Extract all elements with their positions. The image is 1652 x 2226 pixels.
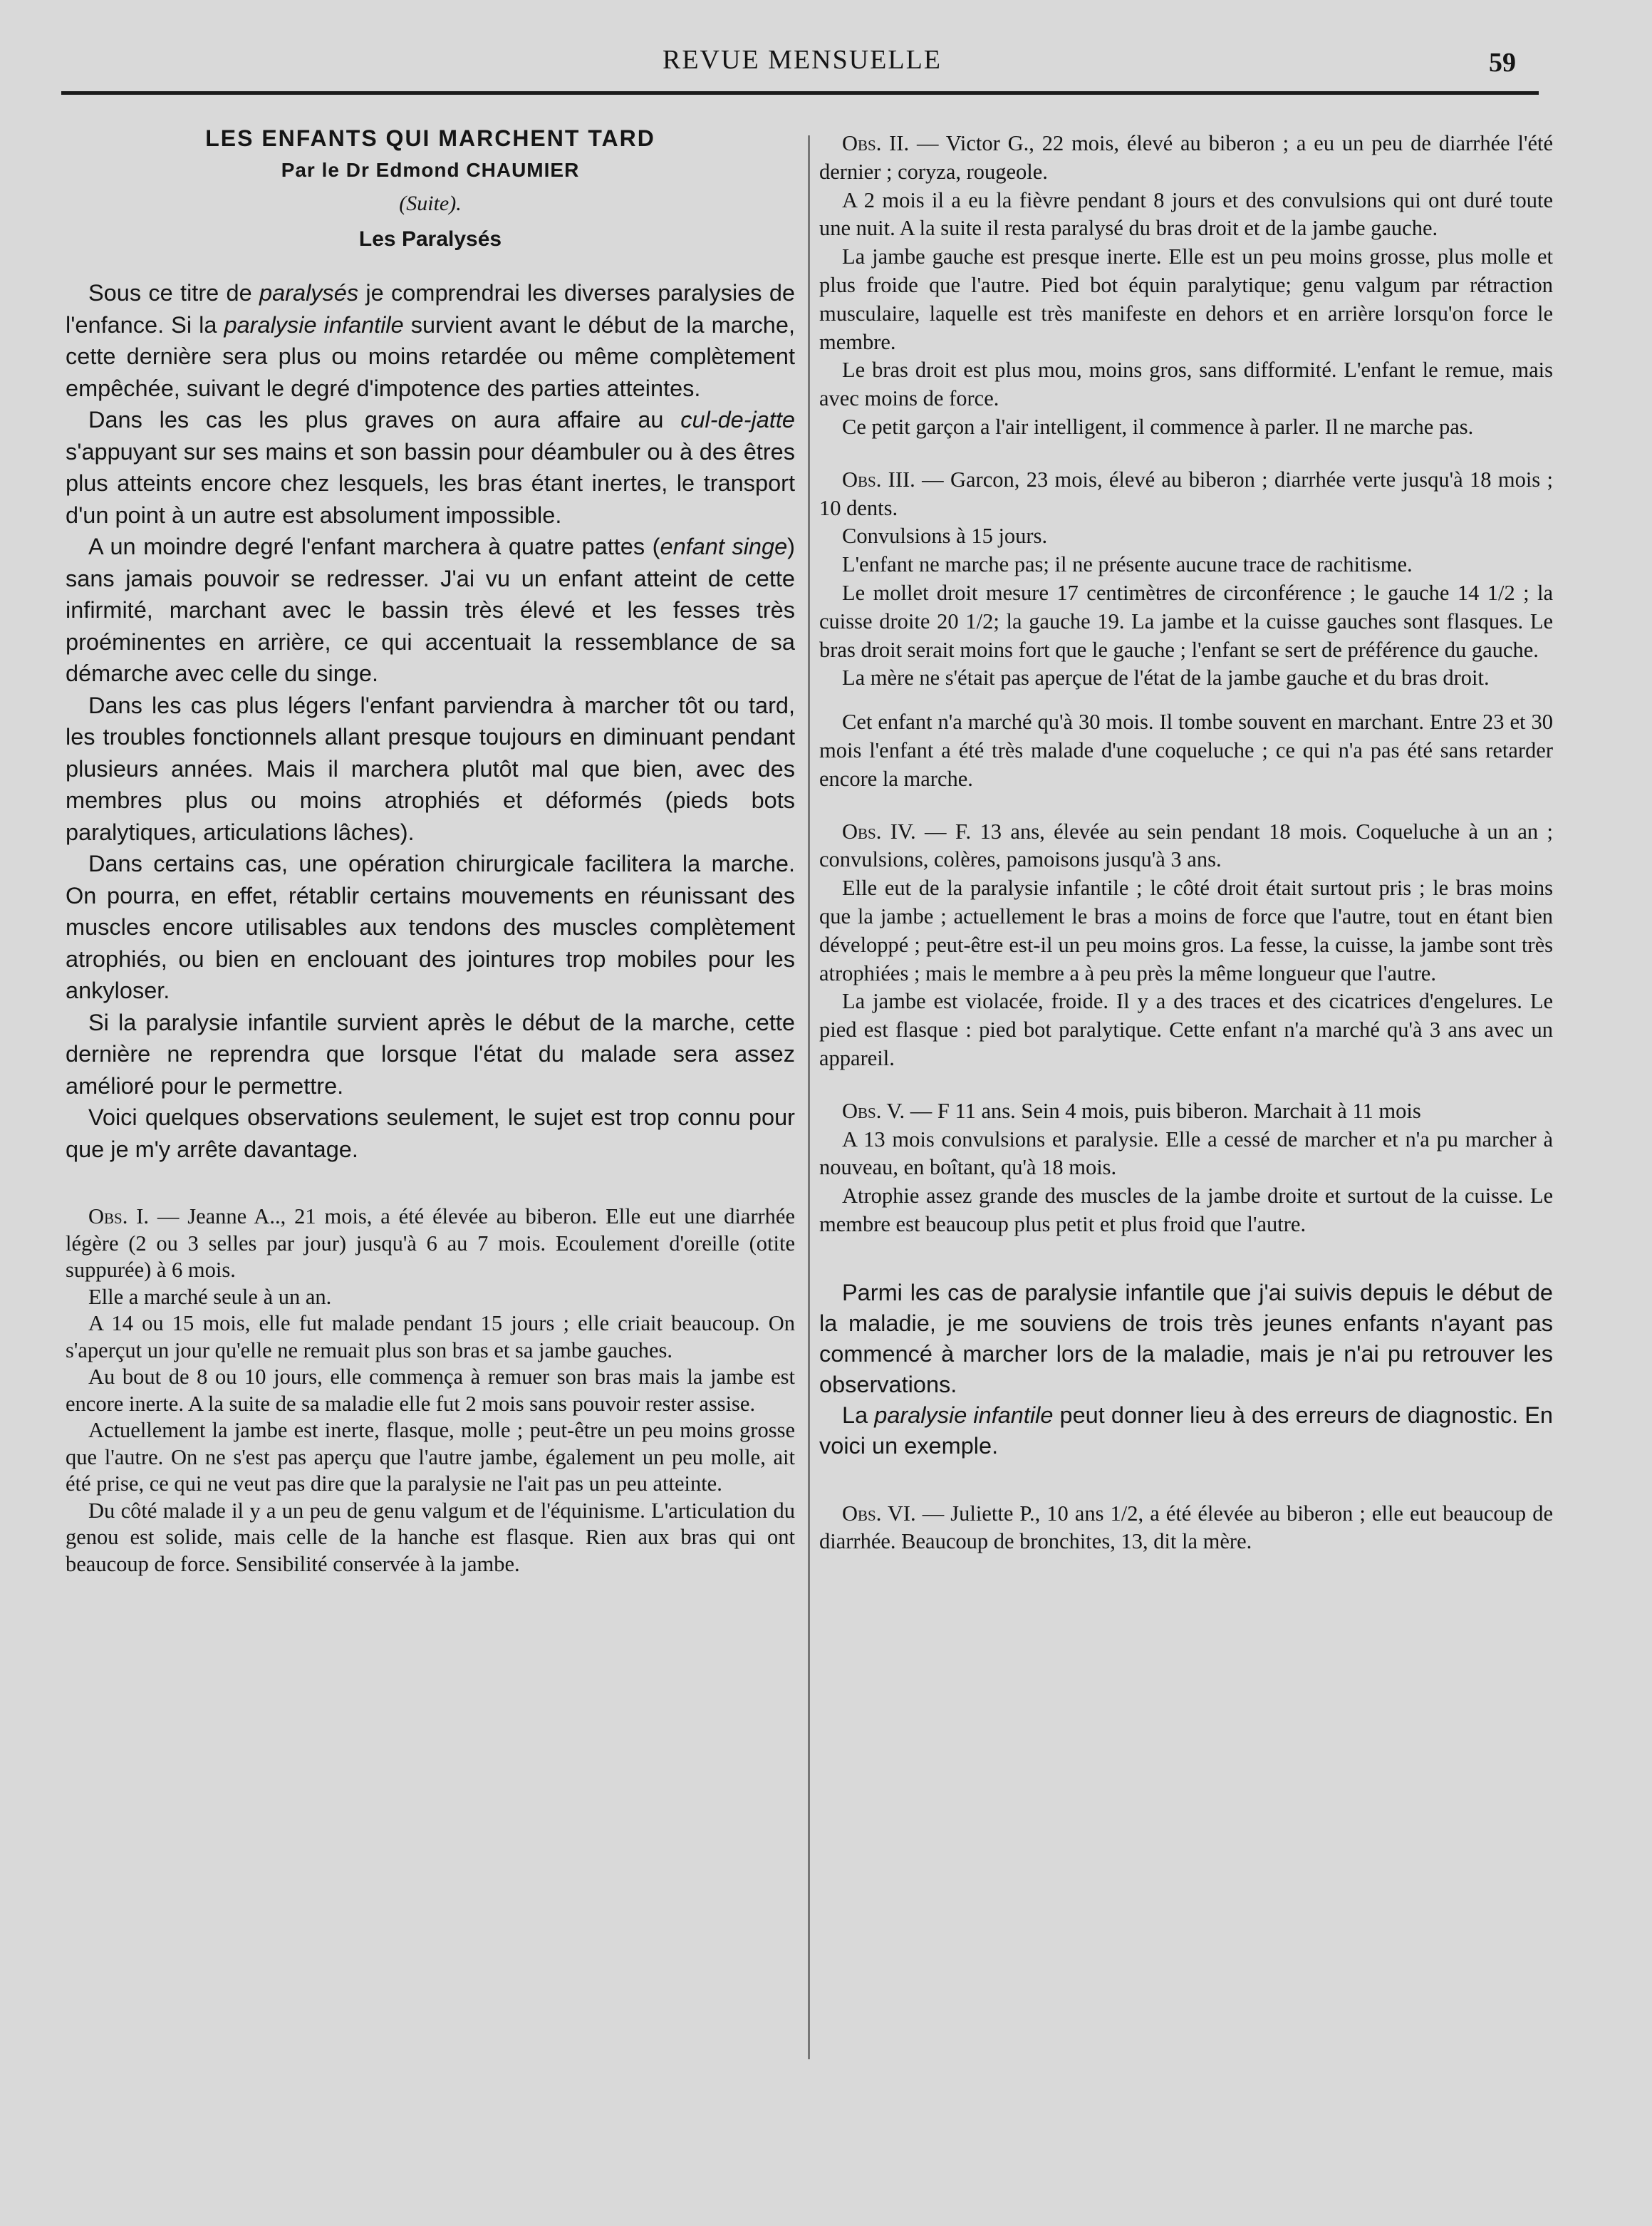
text: survient avant le début de la marche, cette dernière sera plus ou moins retardée ou même complètement empêchée, suivant le degré d'impotence des parties atteintes.	[66, 311, 795, 401]
text: ) sans jamais pouvoir se redresser. J'ai vu un enfant atteint de cette infirmité, marchant avec le bassin très élevé et les fesses très proéminentes en arrière, ce qui accentuait la ressemblance de sa démarche avec celle du singe.	[66, 534, 795, 686]
column-divider	[808, 135, 810, 2059]
spacer	[819, 1073, 1553, 1097]
observation-paragraph: La mère ne s'était pas aperçue de l'état de la jambe gauche et du bras droit.	[842, 666, 1490, 690]
text: — Jeanne A.., 21 mois, a été élevée au biberon. Elle eut une diarrhée légère (2 ou 3 selles par jour) jusqu'à 6 au 7 mois. Ecoulement d'oreille (otite suppurée) à 6 mois.	[66, 1204, 795, 1282]
section-heading: Les Paralysés	[358, 227, 502, 251]
paragraph	[66, 531, 795, 690]
running-head	[0, 44, 1652, 80]
observation-paragraph: A 14 ou 15 mois, elle fut malade pendant 15 jours ; elle criait beaucoup. On s'aperçut un jour qu'elle ne remuait plus son bras et sa jambe gauches.	[66, 1311, 795, 1362]
observation-paragraph: Elle a marché seule à un an.	[88, 1284, 332, 1309]
observation-paragraph: Du côté malade il y a un peu de genu valgum et de l'équinisme. L'articulation du genou est solide, mais celle de la hanche est flasque. Rien aux bras qui ont beaucoup de force. Sensibilité conservée à la jambe.	[66, 1498, 795, 1576]
page-number: 59	[1489, 48, 1516, 78]
observation-paragraph: Ce petit garçon a l'air intelligent, il commence à parler. Il ne marche pas.	[842, 414, 1474, 439]
paragraph: Dans certains cas, une opération chirurgicale facilitera la marche. On pourra, en effet, rétablir certains mouvements en réunissant des muscles encore utilisables aux tendons des muscles complètement atrophiés, ou bien en enclouant des jointures trop mobiles pour les ankyloser.	[66, 851, 795, 1003]
emphasis: enfant singe	[660, 534, 788, 559]
observation-label: Obs. V.	[842, 1098, 905, 1123]
spacer	[819, 1461, 1553, 1500]
spacer	[819, 1239, 1553, 1278]
paragraph: Voici quelques observations seulement, le sujet est trop connu pour que je m'y arrête davantage.	[66, 1104, 795, 1162]
observation-paragraph: Convulsions à 15 jours.	[842, 524, 1048, 549]
observation-paragraph	[819, 466, 1553, 523]
observation-paragraph: Le bras droit est plus mou, moins gros, sans difformité. L'enfant le remue, mais avec moins de force.	[819, 358, 1553, 411]
observation-paragraph: La jambe est violacée, froide. Il y a des traces et des cicatrices d'engelures. Le pied est flasque : pied bot paralytique. Cette enfant n'a marché qu'à 3 ans avec un appareil.	[819, 989, 1553, 1070]
text: A un moindre degré l'enfant marchera à quatre pattes (	[88, 534, 660, 559]
text: peut donner lieu à des erreurs de diagnostic. En voici un exemple.	[819, 1402, 1553, 1459]
text: — F 11 ans. Sein 4 mois, puis biberon. Marchait à 11 mois	[905, 1098, 1421, 1123]
spacer	[819, 442, 1553, 466]
text: — Juliette P., 10 ans 1/2, a été élevée au biberon ; elle eut beaucoup de diarrhée. Beaucoup de bronchites, 13, dit la mère.	[819, 1501, 1553, 1554]
observation-label: Obs. III.	[842, 467, 915, 492]
journal-title: REVUE MENSUELLE	[663, 45, 942, 75]
paragraph: Parmi les cas de paralysie infantile que j'ai suivis depuis le début de la maladie, je me souviens de trois très jeunes enfants n'ayant pas commencé à marcher lors de la maladie, mais je n'ai pu retrouver les observations.	[819, 1279, 1553, 1397]
paragraph	[66, 277, 795, 404]
emphasis: paralysie infantile	[224, 311, 404, 338]
observation-paragraph: Le mollet droit mesure 17 centimètres de circonférence ; le gauche 14 1/2 ; la cuisse droite 20 1/2; la gauche 19. La jambe et la cuisse gauches sont flasques. Le bras droit serait moins fort que le gauche ; l'enfant se sert de préférence du gauche.	[819, 580, 1553, 662]
text: La	[842, 1402, 875, 1428]
observation-paragraph: Atrophie assez grande des muscles de la jambe droite et surtout de la cuisse. Le membre est beaucoup plus petit et plus froid que l'autre.	[819, 1184, 1553, 1236]
text: Dans les cas les plus graves on aura affaire au	[88, 407, 681, 433]
emphasis: paralysés	[259, 280, 359, 306]
observation-label: Obs. II.	[842, 131, 910, 155]
observation-paragraph	[819, 130, 1553, 187]
observation-label: Obs. VI.	[842, 1501, 916, 1526]
observation-label: Obs. I.	[88, 1204, 149, 1228]
observation-paragraph: Actuellement la jambe est inerte, flasque, molle ; peut-être un peu moins grosse que l'autre. On ne s'est pas aperçu que l'autre jambe, également un peu molle, ait été prise, ce qui ne veut pas dire que la paralysie ne l'ait pas un peu atteinte.	[66, 1418, 795, 1496]
observation-paragraph	[819, 818, 1553, 875]
header-rule	[61, 91, 1539, 95]
paragraph: Si la paralysie infantile survient après le début de la marche, cette dernière ne reprendra que lorsque l'état du malade sera assez amélioré pour le permettre.	[66, 1009, 795, 1099]
paragraph	[819, 1400, 1553, 1461]
spacer	[66, 1165, 795, 1203]
observation-paragraph: Elle eut de la paralysie infantile ; le côté droit était surtout pris ; le bras moins que la jambe ; actuellement le bras a moins de force que l'autre, tout en étant bien développé ; peut-être est-il un peu moins gros. La fesse, la cuisse, la jambe sont très atrophiées ; mais le membre a à peu près la même longueur que l'autre.	[819, 876, 1553, 985]
right-column	[819, 130, 1553, 1556]
article-title: LES ENFANTS QUI MARCHENT TARD	[205, 125, 655, 151]
observation-paragraph: L'enfant ne marche pas; il ne présente aucune trace de rachitisme.	[842, 552, 1413, 577]
text: — Garcon, 23 mois, élevé au biberon ; diarrhée verte jusqu'à 18 mois ; 10 dents.	[819, 467, 1553, 520]
observation-paragraph	[819, 1097, 1553, 1126]
observation-paragraph: Au bout de 8 ou 10 jours, elle commença à remuer son bras mais la jambe est encore inerte. A la suite de sa maladie elle fut 2 mois sans pouvoir rester assise.	[66, 1365, 795, 1416]
text: — Victor G., 22 mois, élevé au biberon ; a eu un peu de diarrhée l'été dernier ; coryza, rougeole.	[819, 131, 1553, 184]
spacer	[819, 794, 1553, 818]
left-column	[66, 120, 795, 1578]
article-byline: Par le Dr Edmond CHAUMIER	[281, 159, 580, 181]
paragraph	[66, 404, 795, 531]
observation-paragraph	[66, 1203, 795, 1284]
spacer	[819, 693, 1553, 708]
text: — F. 13 ans, élevée au sein pendant 18 mois. Coqueluche à un an ; convulsions, colères, pamoisons jusqu'à 3 ans.	[819, 819, 1554, 872]
observation-label: Obs. IV.	[842, 819, 916, 844]
emphasis: paralysie infantile	[874, 1402, 1054, 1428]
article-suite: (Suite).	[399, 192, 462, 215]
observation-paragraph	[819, 1500, 1553, 1557]
observation-paragraph: La jambe gauche est presque inerte. Elle est un peu moins grosse, plus molle et plus froide que l'autre. Pied bot équin paralytique; genu valgum par rétraction musculaire, laquelle est très manifeste en dehors et en arrière lorsqu'on force le membre.	[819, 244, 1553, 354]
observation-paragraph: A 2 mois il a eu la fièvre pendant 8 jours et des convulsions qui ont duré toute une nuit. A la suite il resta paralysé du bras droit et de la jambe gauche.	[819, 187, 1553, 241]
emphasis: cul-de-jatte	[680, 407, 795, 433]
text: s'appuyant sur ses mains et son bassin pour déambuler ou à des êtres plus atteints encore chez lesquels, les bras étant inertes, le transport d'un point à un autre est absolument impossible.	[66, 438, 795, 528]
observation-paragraph: A 13 mois convulsions et paralysie. Elle a cessé de marcher et n'a pu marcher à nouveau, en boîtant, qu'à 18 mois.	[819, 1127, 1553, 1180]
paragraph: Dans les cas plus légers l'enfant parviendra à marcher tôt ou tard, les troubles fonctionnels allant presque toujours en diminuant pendant plusieurs années. Mais il marchera plutôt mal que bien, avec des membres plus ou moins atrophiés et déformés (pieds bots paralytiques, articulations lâches).	[66, 692, 795, 845]
text: je comprendrai les diverses paralysies de l'enfance. Si la	[66, 280, 795, 338]
text: Sous ce titre de	[88, 280, 260, 306]
observation-paragraph: Cet enfant n'a marché qu'à 30 mois. Il tombe souvent en marchant. Entre 23 et 30 mois l'enfant a été très malade d'une coqueluche ; ce qui n'a pas été sans retarder encore la marche.	[819, 710, 1553, 791]
